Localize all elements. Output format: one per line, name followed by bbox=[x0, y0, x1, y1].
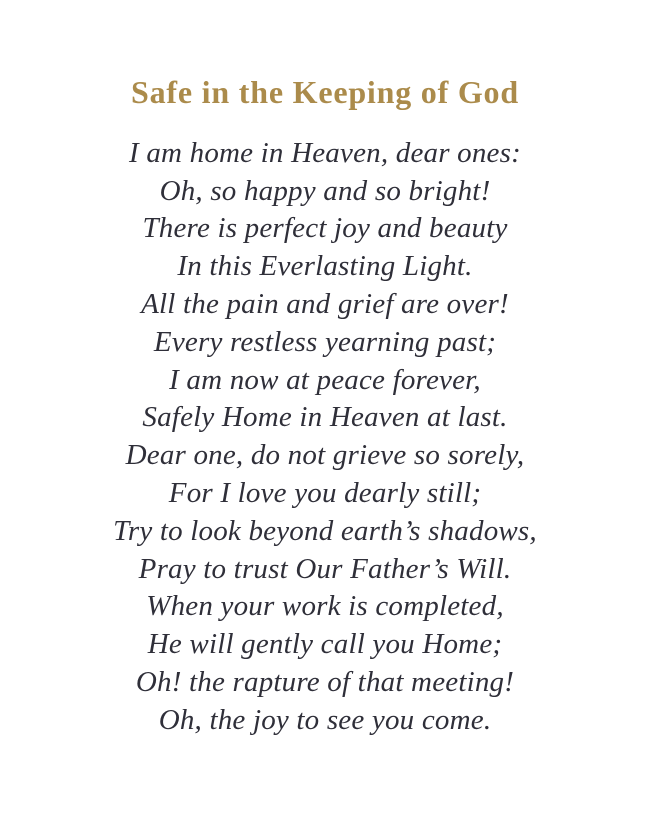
poem-line: I am now at peace forever, bbox=[169, 363, 481, 396]
poem-line: I am home in Heaven, dear ones: bbox=[129, 136, 521, 169]
poem-line: Safely Home in Heaven at last. bbox=[142, 401, 508, 434]
poem-line: When your work is completed, bbox=[146, 590, 504, 623]
poem-line: For I love you dearly still; bbox=[168, 476, 482, 509]
poem-line: All the pain and grief are over! bbox=[141, 287, 509, 320]
poem-line: Pray to trust Our Father’s Will. bbox=[138, 552, 512, 585]
poem-line: Dear one, do not grieve so sorely, bbox=[125, 439, 525, 472]
poem-line: Oh! the rapture of that meeting! bbox=[135, 665, 515, 698]
poem-line: There is perfect joy and beauty bbox=[142, 212, 508, 245]
poem-line: Try to look beyond earth’s shadows, bbox=[113, 514, 537, 547]
poem-line: Oh, so happy and so bright! bbox=[159, 174, 491, 207]
poem-line: He will gently call you Home; bbox=[147, 628, 503, 661]
poem-line: In this Everlasting Light. bbox=[177, 250, 473, 283]
poem-title: Safe in the Keeping of God bbox=[131, 74, 519, 110]
poem-body bbox=[0, 135, 650, 740]
poem-line: Oh, the joy to see you come. bbox=[158, 703, 492, 736]
poem-line: Every restless yearning past; bbox=[153, 325, 497, 358]
